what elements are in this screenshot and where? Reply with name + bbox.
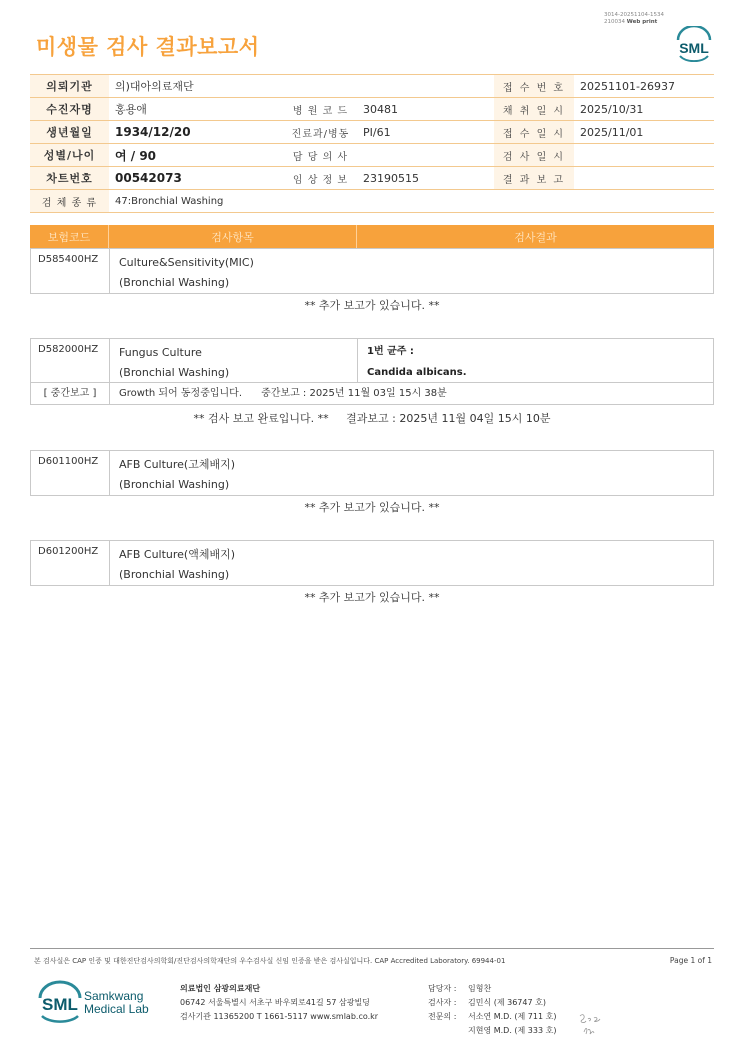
header-test-result: 검사결과 bbox=[514, 230, 557, 244]
print-id bbox=[604, 12, 664, 26]
value-sex-age: 여 / 90 bbox=[109, 144, 284, 167]
svg-text:SML: SML bbox=[679, 40, 709, 56]
label-patient-name: 수진자명 bbox=[30, 98, 109, 121]
test-code: D601100HZ bbox=[31, 451, 110, 495]
test-result bbox=[358, 339, 713, 382]
value-birth-date: 1934/12/20 bbox=[109, 121, 284, 144]
footer-divider bbox=[30, 948, 714, 949]
value-result-report bbox=[574, 167, 714, 190]
info-row bbox=[30, 190, 714, 213]
test-code: D582000HZ bbox=[31, 339, 110, 382]
staff-role: 검사자 : bbox=[428, 998, 457, 1007]
staff-name: 지현영 M.D. (제 333 호) bbox=[468, 1026, 557, 1035]
staff-name: 임형찬 bbox=[468, 984, 492, 993]
test-item-name: AFB Culture(고체배지) bbox=[119, 458, 236, 471]
info-row bbox=[30, 167, 714, 190]
label-physician: 담 당 의 사 bbox=[284, 144, 357, 167]
staff-info bbox=[428, 982, 556, 1038]
test-item-specimen: (Bronchial Washing) bbox=[119, 366, 230, 379]
value-collection-date: 2025/10/31 bbox=[574, 98, 714, 121]
print-id-line1: 3014-20251104-1534 bbox=[604, 12, 664, 18]
staff-role: 전문의 : bbox=[428, 1012, 457, 1021]
signature-icon bbox=[576, 1010, 608, 1038]
test-item bbox=[110, 249, 358, 293]
org-address: 06742 서울특별시 서초구 바우뫼로41길 57 삼광빌딩 bbox=[180, 998, 370, 1007]
staff-role bbox=[428, 1024, 468, 1038]
staff-role: 담당자 : bbox=[428, 984, 457, 993]
value-patient-name: 홍용애 bbox=[109, 98, 284, 121]
test-item-name: Fungus Culture bbox=[119, 346, 202, 359]
test-note: ** 검사 보고 완료입니다. ** 결과보고 : 2025년 11월 04일 15시 10분 bbox=[193, 412, 551, 425]
test-result-organism: Candida albicans. bbox=[367, 367, 467, 378]
print-id-line2: 210034 bbox=[604, 19, 625, 25]
brand-name bbox=[84, 990, 149, 1016]
value-hospital-code: 30481 bbox=[357, 98, 494, 121]
info-row bbox=[30, 98, 714, 121]
label-birth-date: 생년월일 bbox=[30, 121, 109, 144]
interim-report-label: [ 중간보고 ] bbox=[31, 383, 110, 404]
label-result-report: 결 과 보 고 bbox=[494, 167, 574, 190]
label-collection-date: 채 취 일 시 bbox=[494, 98, 574, 121]
value-clinical-info: 23190515 bbox=[357, 167, 494, 190]
page-number: Page 1 of 1 bbox=[669, 956, 712, 965]
staff-row bbox=[428, 996, 556, 1010]
value-receipt-date: 2025/11/01 bbox=[574, 121, 714, 144]
test-item bbox=[110, 451, 358, 495]
info-row bbox=[30, 144, 714, 167]
test-item-name: Culture&Sensitivity(MIC) bbox=[119, 256, 254, 269]
header-insurance-code: 보험코드 bbox=[30, 225, 109, 248]
value-specimen-type: 47:Bronchial Washing bbox=[109, 190, 714, 213]
organization-info bbox=[180, 982, 378, 1024]
test-result-strain-label: 1번 균주 : bbox=[367, 346, 414, 357]
staff-name: 서소연 M.D. (제 711 호) bbox=[468, 1012, 557, 1021]
value-requesting-org: 의)대아의료재단 bbox=[109, 75, 494, 98]
staff-name: 김민식 (제 36747 호) bbox=[468, 998, 546, 1007]
brand-line2: Medical Lab bbox=[84, 1002, 149, 1016]
org-name: 의료법인 삼광의료재단 bbox=[180, 984, 261, 993]
test-note: ** 추가 보고가 있습니다. ** bbox=[304, 299, 440, 312]
test-item-specimen: (Bronchial Washing) bbox=[119, 478, 230, 491]
test-note: ** 추가 보고가 있습니다. ** bbox=[304, 501, 440, 514]
results-header bbox=[30, 225, 714, 248]
test-item-name: AFB Culture(액체배지) bbox=[119, 548, 236, 561]
label-hospital-code: 병 원 코 드 bbox=[284, 98, 357, 121]
staff-row bbox=[428, 1010, 556, 1024]
test-item-specimen: (Bronchial Washing) bbox=[119, 276, 230, 289]
test-block bbox=[30, 450, 714, 496]
label-test-date: 검 사 일 시 bbox=[494, 144, 574, 167]
test-note: ** 추가 보고가 있습니다. ** bbox=[304, 591, 440, 604]
label-receipt-date: 접 수 일 시 bbox=[494, 121, 574, 144]
footer-certification: 본 검사실은 CAP 인증 및 대한진단검사의학회/진단검사의학재단의 우수검사실 신임 인증을 받은 검사실입니다. CAP Accredited Laboratory. 69944-01 bbox=[34, 957, 506, 965]
test-code: D585400HZ bbox=[31, 249, 110, 293]
label-clinical-info: 임 상 정 보 bbox=[284, 167, 357, 190]
test-item bbox=[110, 339, 358, 382]
brand-line1: Samkwang bbox=[84, 989, 144, 1003]
value-accession-no: 20251101-26937 bbox=[574, 75, 714, 98]
staff-row bbox=[428, 982, 556, 996]
test-code: D601200HZ bbox=[31, 541, 110, 585]
label-sex-age: 성별/나이 bbox=[30, 144, 109, 167]
sml-logo-icon bbox=[672, 26, 716, 62]
header-test-item: 검사항목 bbox=[109, 225, 357, 248]
value-physician bbox=[357, 144, 494, 167]
info-row bbox=[30, 121, 714, 144]
label-department: 진료과/병동 bbox=[284, 121, 357, 144]
value-chart-no: 00542073 bbox=[109, 167, 284, 190]
test-block bbox=[30, 248, 714, 294]
value-test-date bbox=[574, 144, 714, 167]
interim-report-row bbox=[30, 383, 714, 405]
test-block bbox=[30, 338, 714, 383]
label-chart-no: 차트번호 bbox=[30, 167, 109, 190]
interim-report-text: Growth 되어 동정중입니다. 중간보고 : 2025년 11월 03일 15시 38분 bbox=[119, 388, 447, 399]
test-block bbox=[30, 540, 714, 586]
web-print-label: Web print bbox=[626, 19, 658, 25]
label-accession-no: 접 수 번 호 bbox=[494, 75, 574, 98]
test-item bbox=[110, 541, 358, 585]
value-department: PI/61 bbox=[357, 121, 494, 144]
sml-logo-icon bbox=[36, 978, 84, 1026]
svg-text:SML: SML bbox=[42, 995, 78, 1014]
org-contact: 검사기관 11365200 T 1661-5117 www.smlab.co.kr bbox=[180, 1012, 379, 1021]
info-row bbox=[30, 75, 714, 98]
label-requesting-org: 의뢰기관 bbox=[30, 75, 109, 98]
page-title: 미생물 검사 결과보고서 bbox=[36, 35, 260, 59]
label-specimen-type: 검 체 종 류 bbox=[30, 190, 109, 213]
test-item-specimen: (Bronchial Washing) bbox=[119, 568, 230, 581]
patient-info-table bbox=[30, 74, 714, 213]
staff-row bbox=[428, 1024, 556, 1038]
